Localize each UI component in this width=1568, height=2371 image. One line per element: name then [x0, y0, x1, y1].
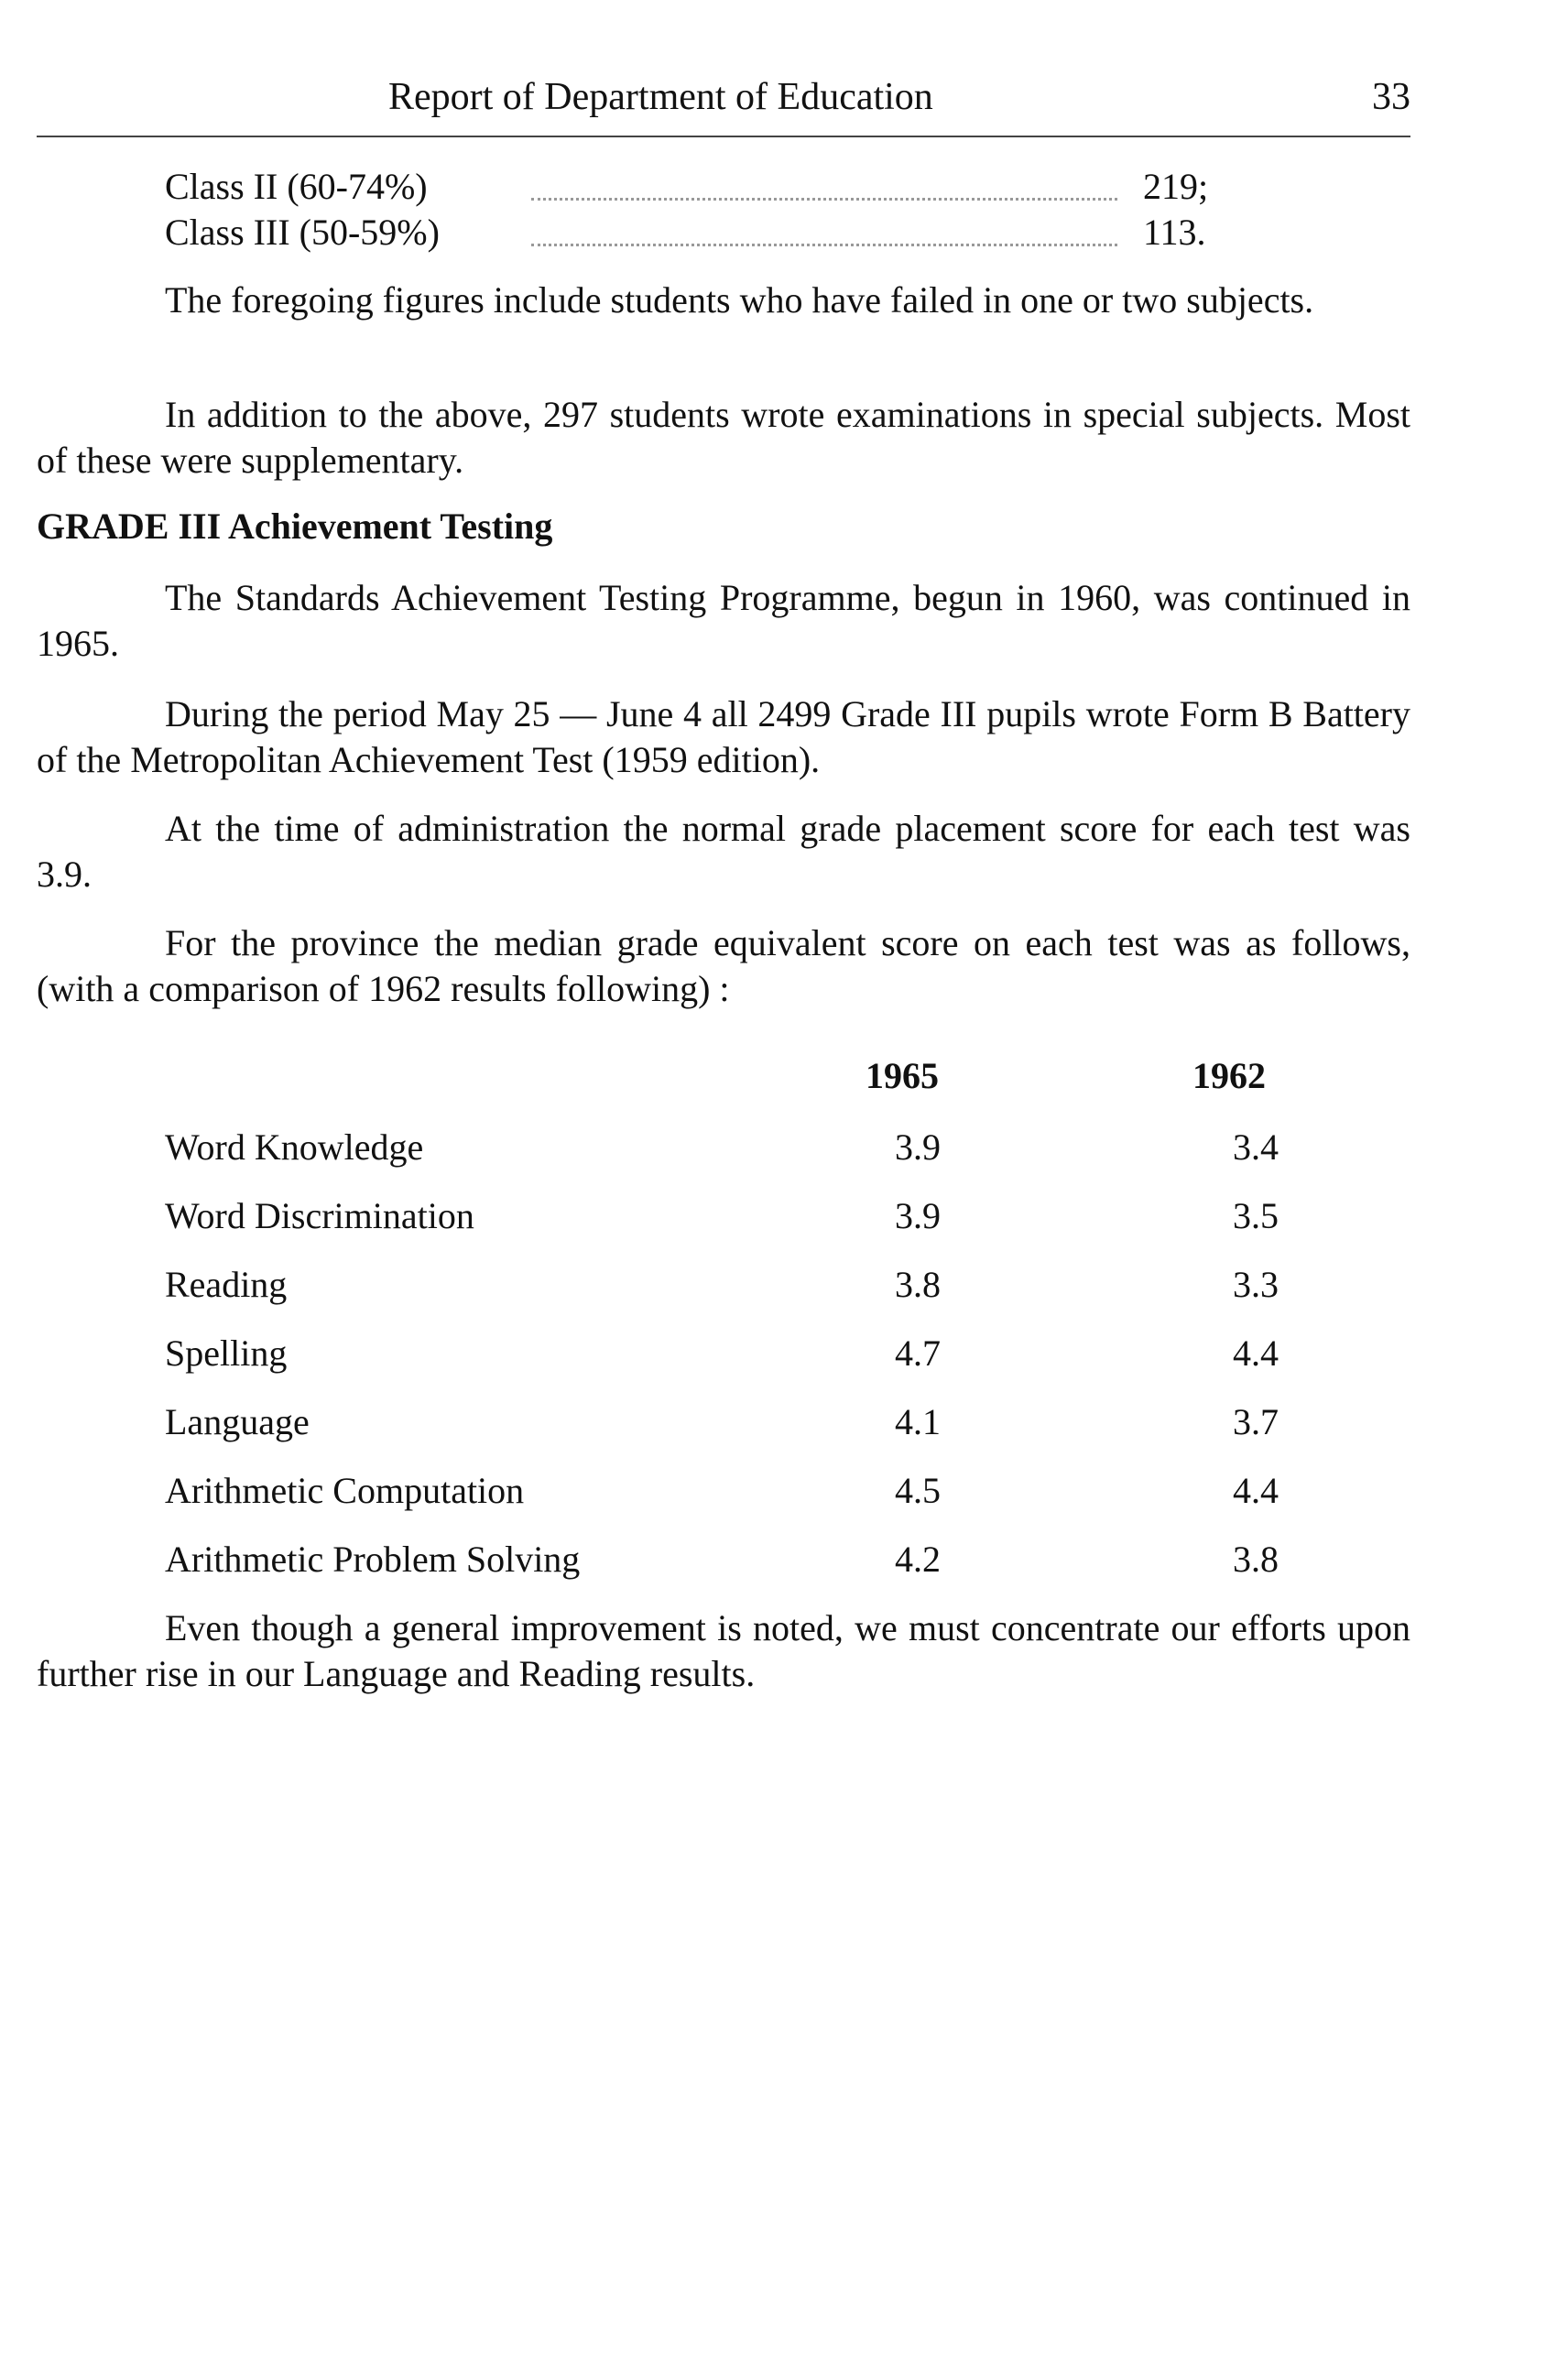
page-number: 33 — [1372, 76, 1410, 118]
class-value: 113. — [1143, 212, 1206, 253]
column-header-1962: 1962 — [1192, 1055, 1266, 1096]
paragraph-median-scores: For the province the median grade equivalent score on each test was as follows, (with a comparison of 1962 results following) : — [37, 922, 1410, 1009]
table-row — [0, 1262, 1568, 1308]
score-1965: 3.9 — [895, 1195, 941, 1236]
test-name: Word Discrimination — [165, 1195, 474, 1236]
score-1962: 4.4 — [1233, 1332, 1279, 1374]
score-1965: 4.1 — [895, 1401, 941, 1442]
test-name: Language — [165, 1401, 310, 1442]
table-row — [0, 1125, 1568, 1170]
dot-leader — [531, 244, 1117, 246]
test-name: Word Knowledge — [165, 1126, 424, 1168]
paragraph-grade-placement: At the time of administration the normal grade placement score for each test was 3.9. — [37, 808, 1410, 895]
score-1962: 3.8 — [1233, 1539, 1279, 1580]
score-1965: 4.5 — [895, 1470, 941, 1511]
score-1965: 3.9 — [895, 1126, 941, 1168]
paragraph-conclusion: Even though a general improvement is noted, we must concentrate our efforts upon further rise in our Language and Reading results. — [37, 1607, 1410, 1694]
class-value: 219; — [1143, 166, 1209, 207]
column-header-1965: 1965 — [866, 1055, 939, 1096]
dot-leader — [531, 198, 1117, 201]
score-1962: 3.4 — [1233, 1126, 1279, 1168]
test-name: Arithmetic Problem Solving — [165, 1539, 581, 1580]
table-row — [0, 1537, 1568, 1582]
test-name: Spelling — [165, 1332, 288, 1374]
paragraph-failed-subjects: The foregoing figures include students who have failed in one or two subjects. — [165, 279, 1314, 321]
paragraph-test-period: During the period May 25 — June 4 all 2499 Grade III pupils wrote Form B Battery of the Metropolitan Achievement Test (1959 edition). — [37, 693, 1410, 780]
score-1962: 4.4 — [1233, 1470, 1279, 1511]
table-row — [0, 1331, 1568, 1376]
running-title: Report of Department of Education — [388, 76, 933, 118]
table-row — [0, 1399, 1568, 1445]
score-1962: 3.5 — [1233, 1195, 1279, 1236]
table-row — [0, 1193, 1568, 1239]
paragraph-programme: The Standards Achievement Testing Programme, begun in 1960, was continued in 1965. — [37, 577, 1410, 664]
test-name: Reading — [165, 1264, 288, 1305]
section-heading: GRADE III Achievement Testing — [37, 506, 553, 547]
class-label: Class III (50-59%) — [165, 212, 440, 253]
score-1965: 4.2 — [895, 1539, 941, 1580]
score-1965: 3.8 — [895, 1264, 941, 1305]
table-row — [0, 1468, 1568, 1514]
score-1962: 3.7 — [1233, 1401, 1279, 1442]
test-name: Arithmetic Computation — [165, 1470, 525, 1511]
header-rule — [37, 136, 1410, 137]
score-1965: 4.7 — [895, 1332, 941, 1374]
paragraph-special-subjects: In addition to the above, 297 students wrote examinations in special subjects. Most of these were supplementary. — [37, 394, 1410, 481]
score-1962: 3.3 — [1233, 1264, 1279, 1305]
class-label: Class II (60-74%) — [165, 166, 428, 207]
